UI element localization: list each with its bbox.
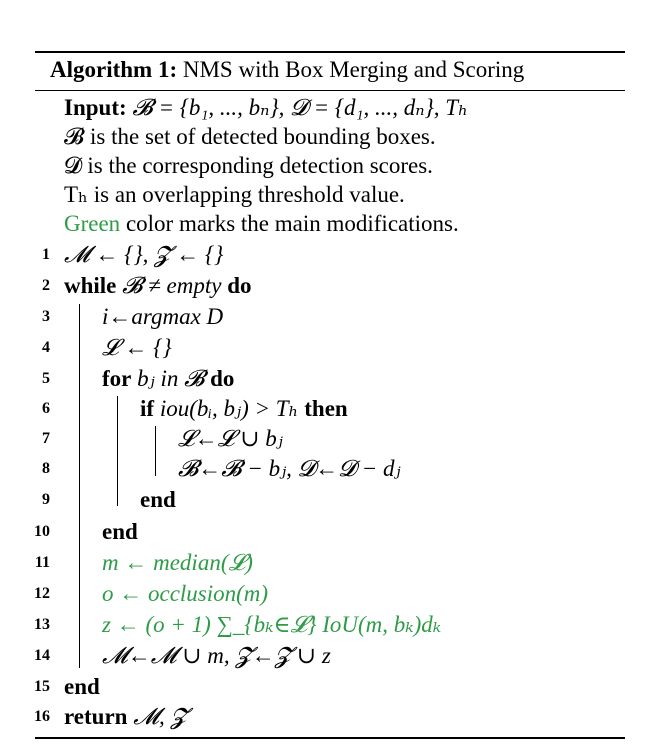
line-number: 9 xyxy=(42,491,50,508)
description-scores: 𝓓 is the corresponding detection scores. xyxy=(64,153,433,178)
line-text: 𝓜 ← {}, 𝓩 ← {} xyxy=(64,242,224,267)
bottom-rule xyxy=(35,737,625,739)
keyword-end: end xyxy=(102,519,138,544)
line-text: 𝓛←𝓛 ∪ bⱼ xyxy=(178,426,283,451)
line-number: 14 xyxy=(34,647,50,664)
description-threshold: Tₕ is an overlapping threshold value. xyxy=(64,182,405,207)
keyword-end: end xyxy=(64,674,100,699)
line-text-modified: o ← occlusion(m) xyxy=(102,581,269,606)
line-text: 𝓜, 𝓩 xyxy=(127,704,187,729)
line-number: 7 xyxy=(42,430,50,447)
line-number: 11 xyxy=(34,554,50,571)
keyword-return: return xyxy=(64,704,128,729)
keyword-for: for xyxy=(102,366,132,391)
keyword-then: then xyxy=(304,396,348,421)
line-text: 𝓑←𝓑 − bⱼ, 𝓓←𝓓 − dⱼ xyxy=(178,456,401,481)
if-block-bar xyxy=(155,426,156,476)
line-number: 6 xyxy=(42,400,50,417)
keyword-if: if xyxy=(140,396,155,421)
keyword-while: while xyxy=(64,273,117,298)
line-text: 𝓑 ≠ empty xyxy=(116,273,228,298)
line-number: 5 xyxy=(42,370,50,387)
line-text: 𝓜←𝓜 ∪ m, 𝓩←𝓩 ∪ z xyxy=(102,643,331,668)
keyword-do: do xyxy=(210,366,235,391)
line-text: 𝓛 ← {} xyxy=(102,335,172,360)
algorithm-caption xyxy=(50,57,524,83)
keyword-end: end xyxy=(140,487,176,512)
line-number: 12 xyxy=(34,585,50,602)
line-number: 4 xyxy=(42,339,50,356)
line-number: 1 xyxy=(42,246,50,263)
line-text: i←argmax D xyxy=(102,304,224,329)
input-signature: 𝓑 = {b₁, ..., bₙ}, 𝓓 = {d₁, ..., dₙ}, Tₕ xyxy=(132,95,469,120)
line-number: 15 xyxy=(34,678,50,695)
description-boxes: 𝓑 is the set of detected bounding boxes. xyxy=(64,124,436,149)
line-text-modified: m ← median(𝓛) xyxy=(102,550,253,575)
while-block-bar xyxy=(79,304,80,668)
algorithm-label: Algorithm 1: xyxy=(50,57,178,82)
line-text: iou(bᵢ, bⱼ) > Tₕ xyxy=(154,396,305,421)
line-number: 8 xyxy=(42,460,50,477)
green-word: Green xyxy=(64,211,121,236)
caption-rule xyxy=(35,90,625,91)
line-number: 16 xyxy=(34,708,50,725)
note-text: color marks the main modifications. xyxy=(120,211,459,236)
line-text: bⱼ in 𝓑 xyxy=(131,366,211,391)
top-rule xyxy=(35,51,625,53)
algorithm-title: NMS with Box Merging and Scoring xyxy=(182,57,525,82)
line-text-modified: z ← (o + 1) ∑_{bₖ∈𝓛} IoU(m, bₖ)dₖ xyxy=(102,612,442,637)
line-number: 10 xyxy=(34,523,50,540)
input-label: Input: xyxy=(64,95,127,120)
for-block-bar xyxy=(117,396,118,506)
line-number: 13 xyxy=(34,616,50,633)
line-number: 3 xyxy=(42,308,50,325)
line-number: 2 xyxy=(42,277,50,294)
keyword-do: do xyxy=(227,273,252,298)
